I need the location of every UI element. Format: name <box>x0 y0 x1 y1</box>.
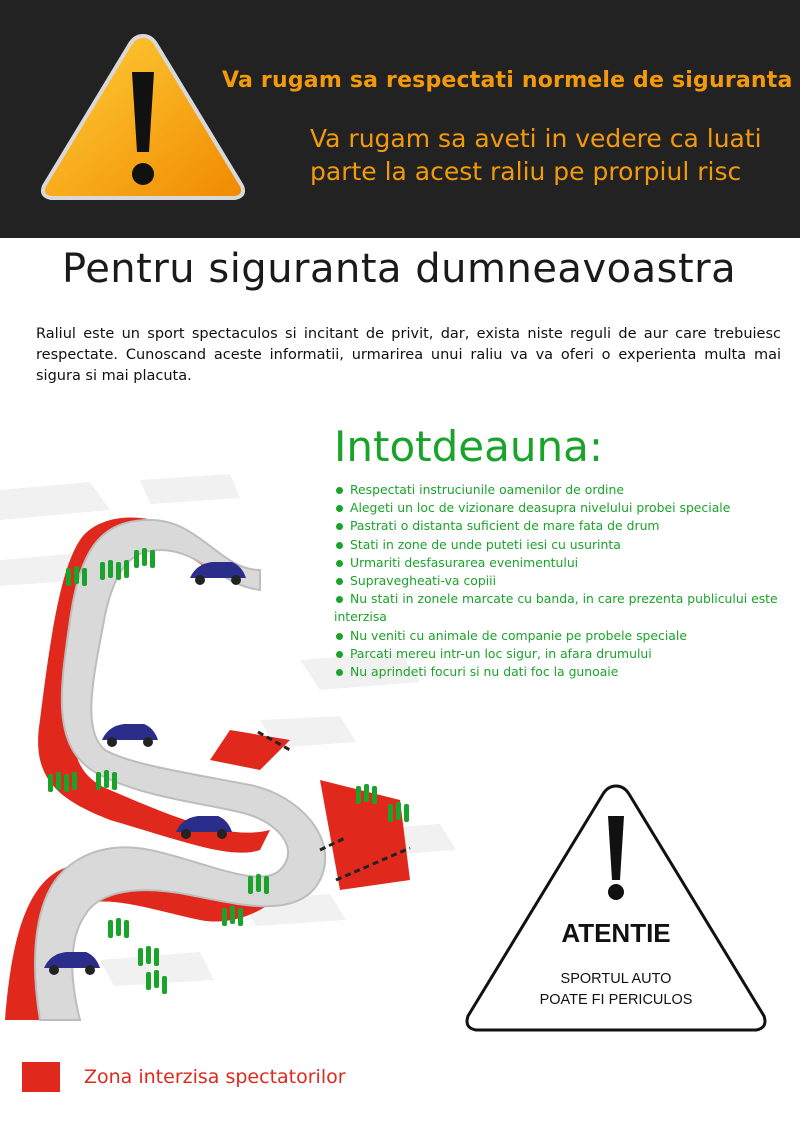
list-item: Nu veniti cu animale de companie pe probele speciale <box>334 627 794 645</box>
list-item: Nu aprindeti focuri si nu dati foc la gunoaie <box>334 663 794 681</box>
list-item: Nu stati in zonele marcate cu banda, in care prezenta publicului este interzisa <box>334 590 794 626</box>
warning-sign-line1: SPORTUL AUTO <box>560 971 672 987</box>
risk-notice <box>310 122 780 188</box>
list-item: Stati in zone de unde puteti iesi cu usurinta <box>334 536 794 554</box>
intro-paragraph: Raliul este un sport spectaculos si incitant de privit, dar, exista niste reguli de aur care trebuiesc respectate. Cunoscand aceste informatii, urmarirea unui raliu va va oferi o experienta multa mai sigura si mai placuta. <box>36 326 781 384</box>
warning-sign-title: ATENTIE <box>561 918 671 948</box>
list-item: Urmariti desfasurarea evenimentului <box>334 554 794 572</box>
risk-notice-line2: parte la acest raliu pe prorpiul risc <box>310 157 742 186</box>
forbidden-zone-swatch <box>22 1062 60 1092</box>
list-item: Pastrati o distanta suficient de mare fata de drum <box>334 517 794 535</box>
header-banner <box>0 0 800 238</box>
risk-notice-line1: Va rugam sa aveti in vedere ca luati <box>310 124 762 153</box>
list-item: Supravegheati-va copiii <box>334 572 794 590</box>
list-item: Respectati instruciunile oamenilor de ordine <box>334 481 794 499</box>
legend-label: Zona interzisa spectatorilor <box>84 1066 346 1088</box>
attention-warning-sign <box>462 780 770 1036</box>
safety-rules-title: Va rugam sa respectati normele de siguranta <box>222 68 793 93</box>
always-heading: Intotdeauna: <box>334 422 604 471</box>
safety-rules-list <box>334 481 794 681</box>
warning-triangle-icon <box>38 30 248 202</box>
page-title: Pentru siguranta dumneavoastra <box>62 246 737 292</box>
list-item: Parcati mereu intr-un loc sigur, in afara drumului <box>334 645 794 663</box>
list-item: Alegeti un loc de vizionare deasupra nivelului probei speciale <box>334 499 794 517</box>
warning-sign-line2: POATE FI PERICULOS <box>539 992 693 1008</box>
